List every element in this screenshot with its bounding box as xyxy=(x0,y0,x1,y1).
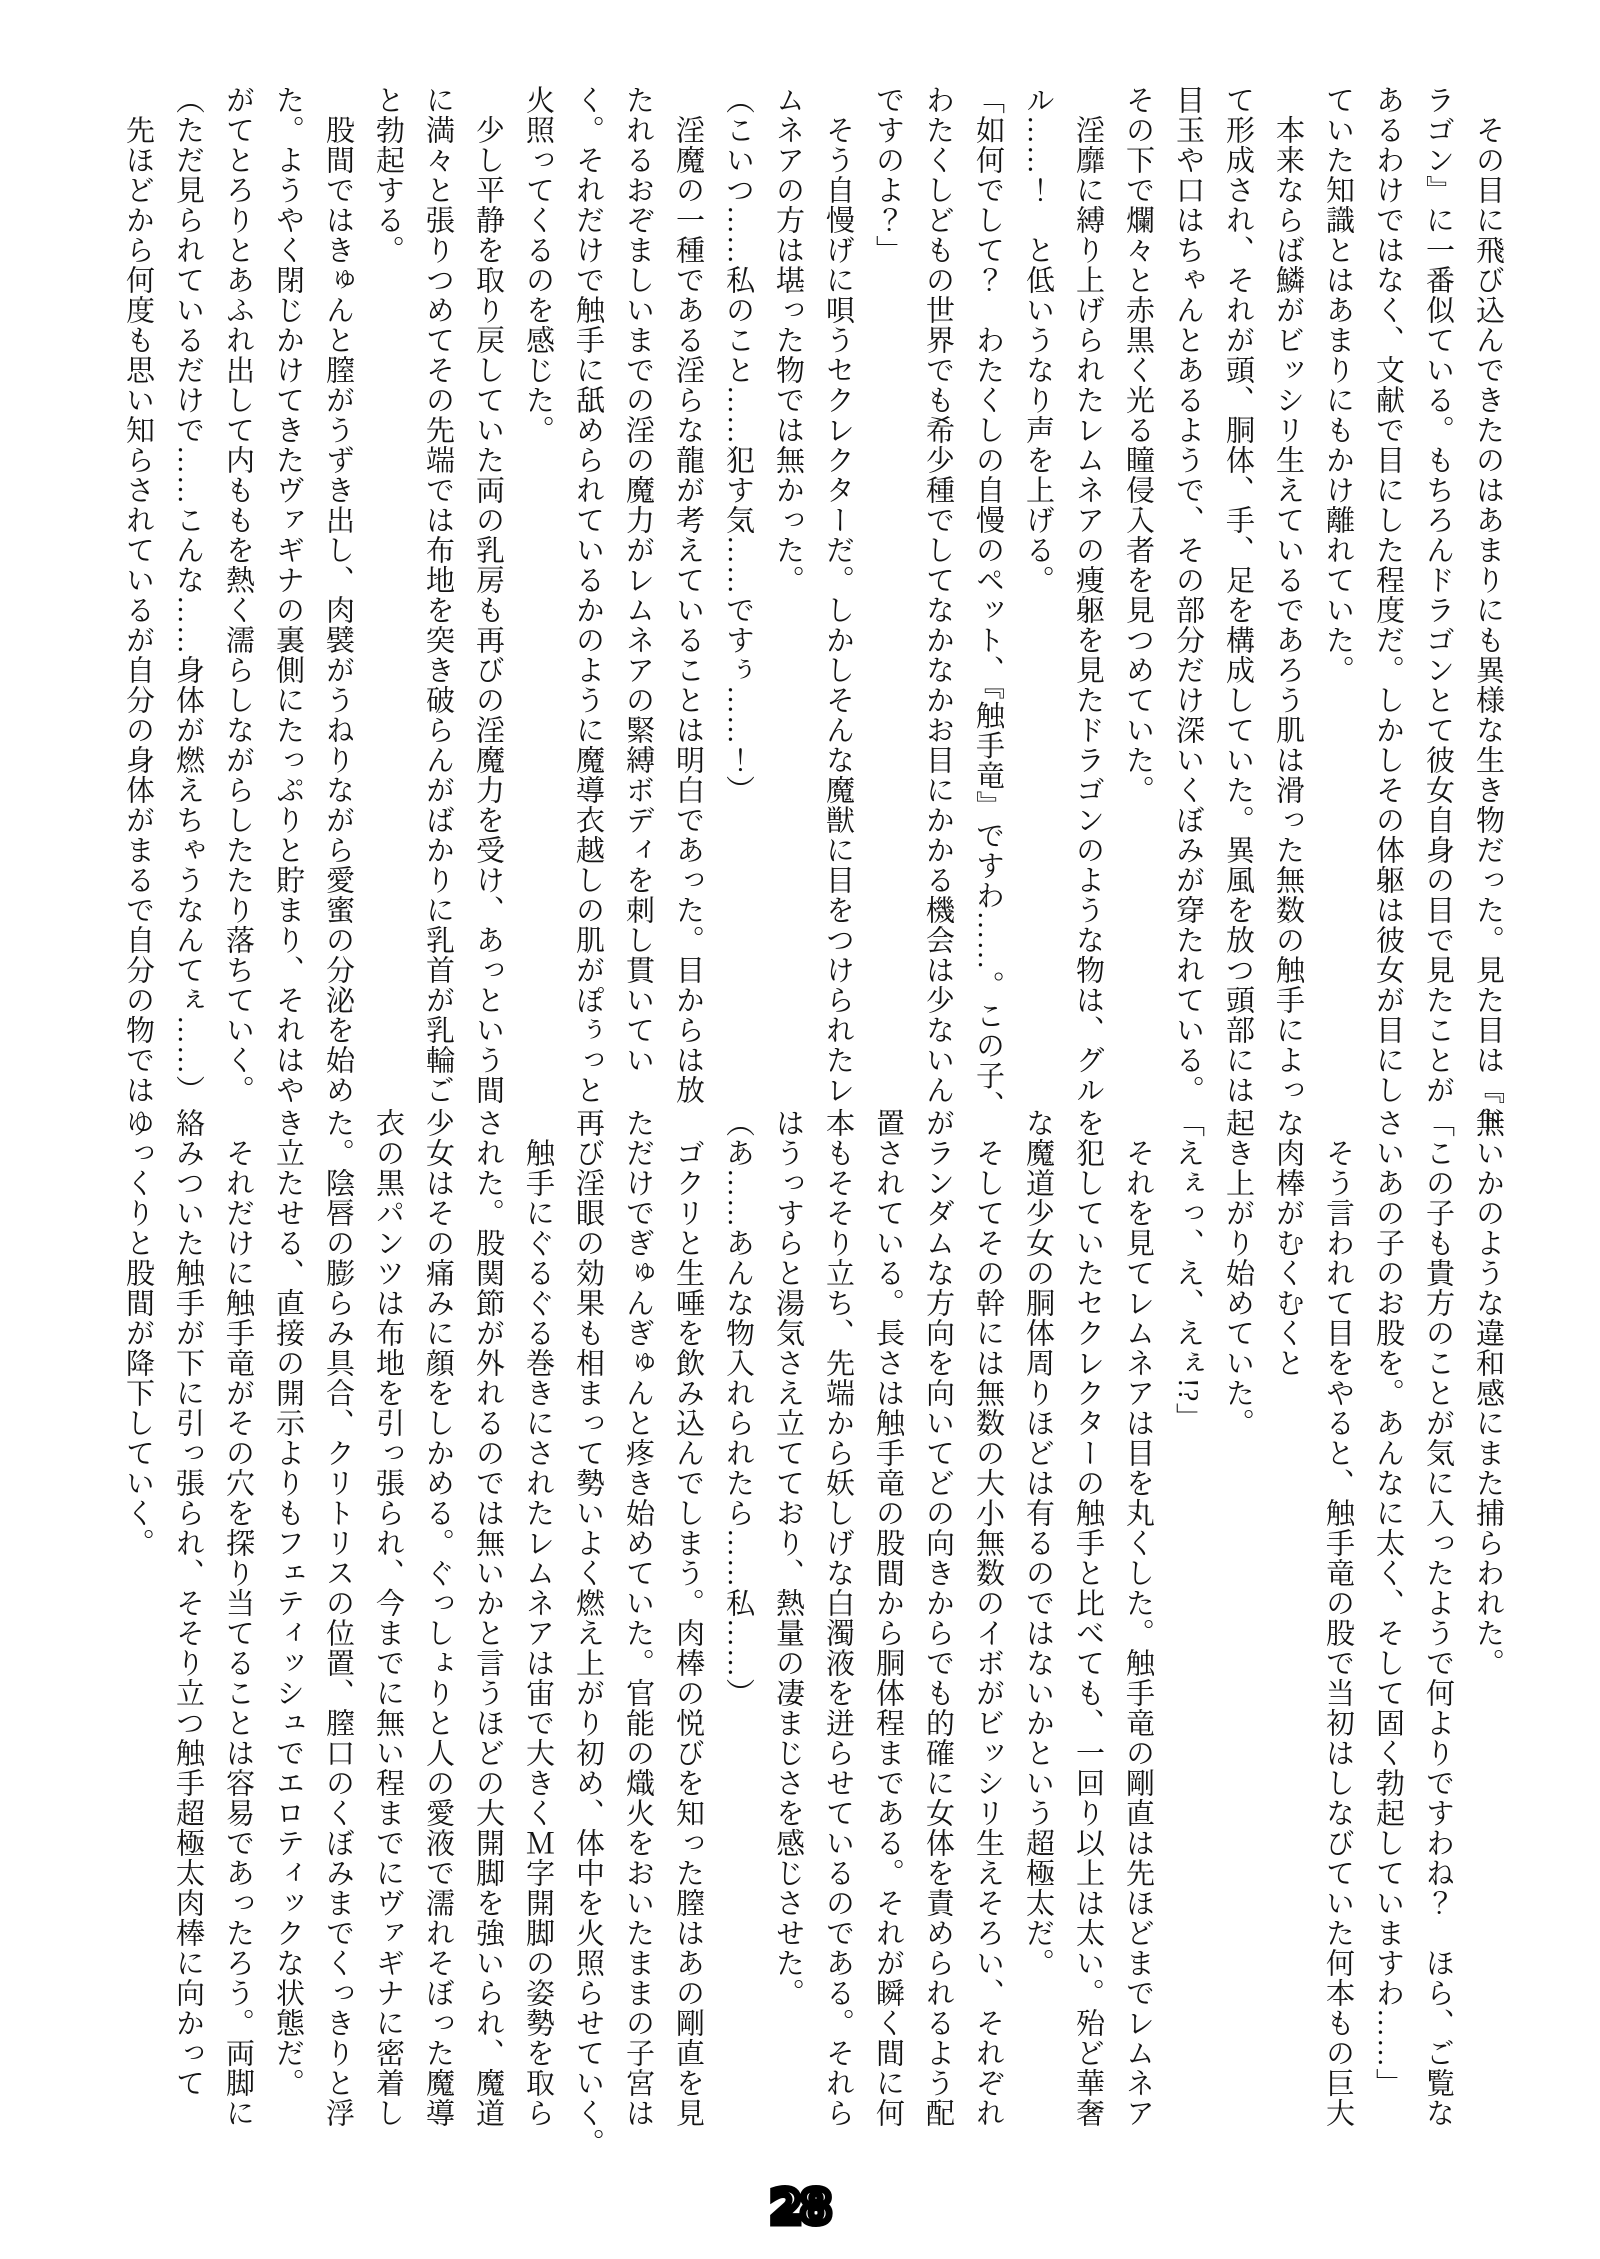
page-number: 28 xyxy=(769,2180,831,2234)
text-column: 淫魔の一種である淫らな龍が考えていることは明白であった。目からは放 xyxy=(672,85,704,1105)
text-column: を犯していたセクレクターの触手と比べても、一回り以上は太い。殆ど華奢 xyxy=(1072,1108,1104,2128)
text-column: それだけに触手竜がその穴を探り当てることは容易であったろう。両脚に xyxy=(222,1108,254,2128)
text-column: それを見てレムネアは目を丸くした。触手竜の剛直は先ほどまでレムネア xyxy=(1122,1108,1154,2128)
text-block-lower xyxy=(113,1108,1513,2158)
text-column: 「この子も貴方のことが気に入ったようで何よりですわね？ ほら、ご覧な xyxy=(1422,1108,1454,2128)
text-column: そう言われて目をやると、触手竜の股で当初はしなびていた何本もの巨大 xyxy=(1322,1108,1354,2128)
text-column: その下で爛々と赤黒く光る瞳侵入者を見つめていた。 xyxy=(1122,85,1154,805)
text-column: た。陰唇の膨らみ具合、クリトリスの位置、膣口のくぼみまでくっきりと浮 xyxy=(322,1108,354,2128)
text-column: 起き上がり始めていた。 xyxy=(1222,1108,1254,1438)
text-column: 無いかのような違和感にまた捕らわれた。 xyxy=(1472,1108,1504,1678)
text-block-upper xyxy=(113,85,1513,1135)
text-column: その目に飛び込んできたのはあまりにも異様な生き物だった。見た目は『ド xyxy=(1472,85,1504,1135)
text-column: 目玉や口はちゃんとあるようで、その部分だけ深いくぼみが穿たれている。 xyxy=(1172,85,1204,1105)
text-column: ていた知識とはあまりにもかけ離れていた。 xyxy=(1322,85,1354,685)
text-column: 少し平静を取り戻していた両の乳房も再びの淫魔力を受け、あっという間 xyxy=(472,85,504,1105)
text-column: 置されている。長さは触手竜の股間から胴体程まである。それが瞬く間に何 xyxy=(872,1108,904,2128)
text-column: き立たせる、直接の開示よりもフェティッシュでエロティックな状態だ。 xyxy=(272,1108,304,2098)
text-column: さいあの子のお股を。あんなに太く、そして固く勃起していますわ……」 xyxy=(1372,1108,1404,2098)
text-column: そう自慢げに唄うセクレクターだ。しかしそんな魔獣に目をつけられたレ xyxy=(822,85,854,1105)
text-column: と勃起する。 xyxy=(372,85,404,265)
text-column: 再び淫眼の効果も相まって勢いよく燃え上がり初め、体中を火照らせていく。 xyxy=(572,1108,604,2158)
text-column: わたくしどもの世界でも希少種でしてなかなかお目にかかる機会は少ないん xyxy=(922,85,954,1105)
text-column: あるわけではなく、文献で目にした程度だ。しかしその体躯は彼女が目にし xyxy=(1372,85,1404,1105)
text-column: ムネアの方は堪った物では無かった。 xyxy=(772,85,804,595)
text-column: な肉棒がむくむくと xyxy=(1272,1108,1304,1378)
text-column: な魔道少女の胴体周りほどは有るのではないかという超極太だ。 xyxy=(1022,1108,1054,1978)
text-column: そしてその幹には無数の大小無数のイボがビッシリ生えそろい、それぞれ xyxy=(972,1108,1004,2128)
text-column: 触手にぐるぐる巻きにされたレムネアは宙で大きくＭ字開脚の姿勢を取ら xyxy=(522,1108,554,2128)
text-column: た。ようやく閉じかけてきたヴァギナの裏側にたっぷりと貯まり、それはや xyxy=(272,85,304,1105)
text-column: （ただ見られているだけで……こんな……身体が燃えちゃうなんてぇ……） xyxy=(172,85,204,1105)
text-column: たれるおぞましいまでの淫の魔力がレムネアの緊縛ボディを刺し貫いてい xyxy=(622,85,654,1075)
text-column: 「如何でして？ わたくしの自慢のペット、『触手竜』ですわ……。この子、 xyxy=(972,85,1004,1121)
text-column: 淫靡に縛り上げられたレムネアの痩躯を見たドラゴンのような物は、グル xyxy=(1072,85,1104,1105)
text-column: ル……！ と低いうなり声を上げる。 xyxy=(1022,85,1054,595)
text-column: がランダムな方向を向いてどの向きからでも的確に女体を責められるよう配 xyxy=(922,1108,954,2128)
text-column: 衣の黒パンツは布地を引っ張られ、今までに無い程までにヴァギナに密着し xyxy=(372,1108,404,2128)
text-column: く。それだけで触手に舐められているかのように魔導衣越しの肌がぽぅっと xyxy=(572,85,604,1105)
text-column: ただけでぎゅんぎゅんと疼き始めていた。官能の熾火をおいたままの子宮は xyxy=(622,1108,654,2128)
text-column: て形成され、それが頭、胴体、手、足を構成していた。異風を放つ頭部には xyxy=(1222,85,1254,1105)
text-column: 本来ならば鱗がビッシリ生えているであろう肌は滑った無数の触手によっ xyxy=(1272,85,1304,1105)
text-column: 本もそそり立ち、先端から妖しげな白濁液を迸らせているのである。それら xyxy=(822,1108,854,2128)
text-column: （こいつ……私のこと……犯す気……ですぅ……！） xyxy=(722,85,754,805)
text-column: ゆっくりと股間が降下していく。 xyxy=(122,1108,154,1558)
text-column: がてとろりとあふれ出して内ももを熱く濡らしながらしたたり落ちていく。 xyxy=(222,85,254,1105)
text-column: ラゴン』に一番似ている。もちろんドラゴンとて彼女自身の目で見たことが xyxy=(1422,85,1454,1105)
text-column: 股間ではきゅんと膣がうずき出し、肉襞がうねりながら愛蜜の分泌を始め xyxy=(322,85,354,1105)
text-column: 火照ってくるのを感じた。 xyxy=(522,85,554,445)
text-column: 先ほどから何度も思い知らされているが自分の身体がまるで自分の物では xyxy=(122,85,154,1105)
text-column: （あ……あんな物入れられたら……私……） xyxy=(722,1108,754,1708)
text-column: ですのよ？」 xyxy=(872,85,904,265)
text-column: はうっすらと湯気さえ立てており、熱量の凄まじさを感じさせた。 xyxy=(772,1108,804,2008)
text-column: 少女はその痛みに顔をしかめる。ぐっしょりと人の愛液で濡れそぼった魔導 xyxy=(422,1108,454,2128)
text-column: ゴクリと生唾を飲み込んでしまう。肉棒の悦びを知った膣はあの剛直を見 xyxy=(672,1108,704,2128)
text-column: された。股関節が外れるのでは無いかと言うほどの大開脚を強いられ、魔道 xyxy=(472,1108,504,2128)
text-column: 「えぇっ、え、えぇ!?」 xyxy=(1172,1108,1204,1433)
text-column: 絡みついた触手が下に引っ張られ、そそり立つ触手超極太肉棒に向かって xyxy=(172,1108,204,2098)
text-column: に満々と張りつめてその先端では布地を突き破らんがばかりに乳首が乳輪ご xyxy=(422,85,454,1105)
